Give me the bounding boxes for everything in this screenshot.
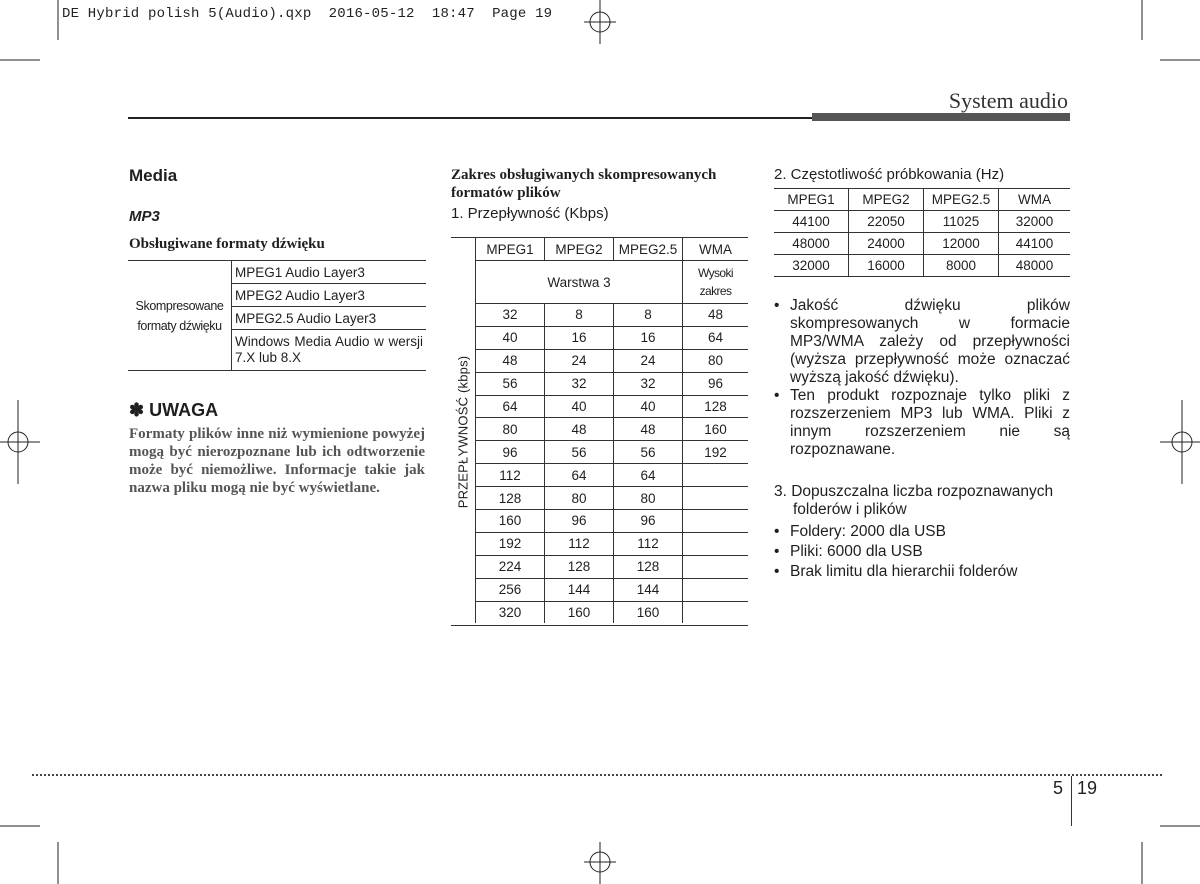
table-row: 128 80 80	[476, 487, 749, 510]
col-header: MPEG2	[545, 238, 614, 261]
table-row: 56 32 32 96	[476, 372, 749, 395]
sampling-table	[774, 188, 1070, 277]
table-row: 320 160 160	[476, 601, 749, 623]
table-row: 160 96 96	[476, 510, 749, 533]
footer-divider	[1071, 776, 1072, 826]
page-number: 19	[1077, 778, 1098, 798]
print-slug: DE Hybrid polish 5(Audio).qxp 2016-05-12 18:47 Page 19	[62, 6, 553, 22]
format-cell: MPEG2 Audio Layer3	[232, 284, 427, 307]
table-row: 32 8 8 48	[476, 304, 749, 327]
table-row: 48000 24000 12000 44100	[774, 233, 1070, 255]
list-item: • Foldery: 2000 dla USB	[774, 523, 946, 540]
col-header: MPEG2.5	[614, 238, 683, 261]
limits-title: 3. Dopuszczalna liczba rozpoznawanych folderów i plików	[774, 483, 1054, 518]
list-item: • Ten produkt rozpoznaje tylko pliki z rozszerzeniem MP3 lub WMA. Pliki z innym rozszerzeniem nie są rozpoznawane.	[774, 387, 1070, 458]
formats-table	[128, 260, 426, 371]
bitrate-section-title: Zakres obsługiwanych skompresowanych formatów plików	[451, 167, 717, 201]
note-text: Formaty plików inne niż wymienione powyżej mogą być nierozpoznane lub ich odtworzenie może być niemożliwe. Informacje takie jak nazwa pliku mogą nie być wyświetlane.	[129, 426, 425, 496]
format-cell: MPEG1 Audio Layer3	[232, 261, 427, 284]
layer-label: Warstwa 3	[476, 261, 683, 304]
format-cell: Windows Media Audio w wersji 7.X lub 8.X	[232, 330, 427, 371]
section-title: System audio	[948, 88, 1068, 113]
table-row: 96 56 56 192	[476, 441, 749, 464]
mp3-subheading: MP3	[129, 208, 160, 225]
col-header: MPEG1	[476, 238, 545, 261]
list-item: • Brak limitu dla hierarchii folderów	[774, 563, 1018, 580]
table-row: 40 16 16 64	[476, 326, 749, 349]
table-row: 256 144 144	[476, 578, 749, 601]
quality-bullets	[774, 297, 1070, 459]
bitrate-table	[475, 237, 748, 623]
formats-title: Obsługiwane formaty dźwięku	[129, 236, 325, 252]
col-header: MPEG2.5	[924, 189, 999, 211]
media-heading: Media	[129, 166, 178, 185]
bitrate-axis-label: PRZEPŁYWNOŚĆ (kbps)	[455, 355, 471, 509]
formats-row-label: Skompresowane formaty dźwięku	[128, 261, 232, 371]
col-header: WMA	[683, 238, 749, 261]
format-cell: MPEG2.5 Audio Layer3	[232, 307, 427, 330]
table-row: 48 24 24 80	[476, 349, 749, 372]
sampling-title: 2. Częstotliwość próbkowania (Hz)	[774, 166, 1005, 183]
footer-dotted-rule	[32, 774, 1162, 776]
note-title: ✽ UWAGA	[129, 400, 219, 420]
table-row: 112 64 64	[476, 464, 749, 487]
limits-bullets	[774, 522, 1070, 582]
chapter-number: 5	[1053, 778, 1064, 798]
table-row: 64 40 40 128	[476, 395, 749, 418]
table-row: 80 48 48 160	[476, 418, 749, 441]
bitrate-subtitle: 1. Przepływność (Kbps)	[451, 205, 609, 222]
list-item: • Jakość dźwięku plików skompresowanych w formacie MP3/WMA zależy od przepływności (wyższa przepływność może oznaczać wyższą jakość dźwięku).	[774, 297, 1070, 386]
table-row: 192 112 112	[476, 532, 749, 555]
wma-high-range: Wysoki zakres	[683, 261, 749, 304]
col-header: MPEG2	[849, 189, 924, 211]
col-header: WMA	[999, 189, 1071, 211]
header-bar	[812, 113, 1070, 121]
col-header: MPEG1	[774, 189, 849, 211]
table-row: 224 128 128	[476, 555, 749, 578]
table-row: 44100 22050 11025 32000	[774, 211, 1070, 233]
table-row: 32000 16000 8000 48000	[774, 255, 1070, 277]
header-rule	[128, 117, 812, 119]
list-item: • Pliki: 6000 dla USB	[774, 543, 923, 560]
